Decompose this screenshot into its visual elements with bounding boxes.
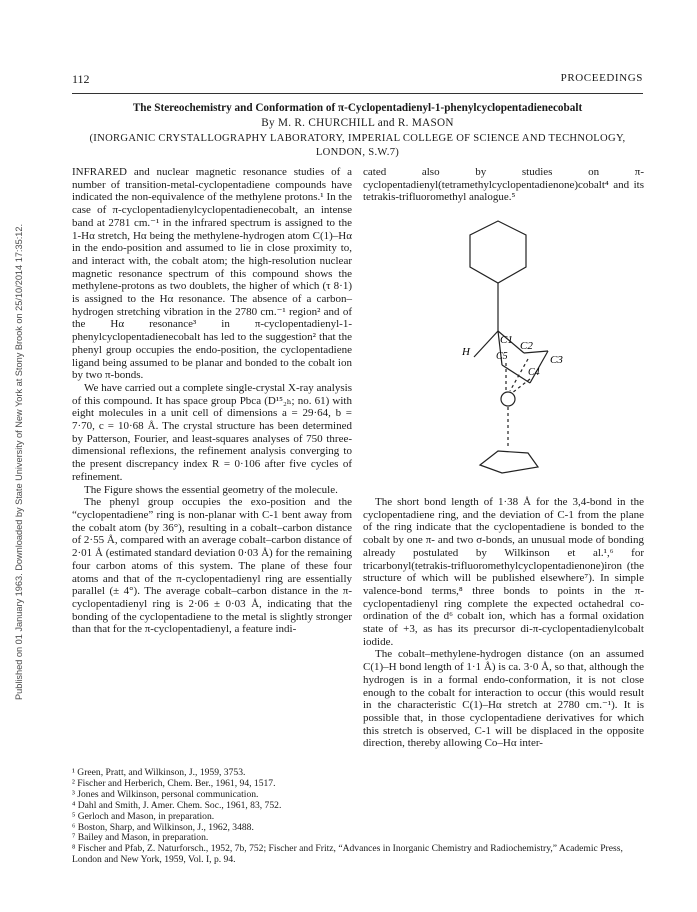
phenyl-ring <box>470 221 526 283</box>
paragraph: cated also by studies on π-cyclopentadienyl(tetramethylcyclopentadienone)cobalt⁴ and its tetrakis-trifluoromethyl analogue.⁵ <box>363 166 644 204</box>
atom-label-c2: C2 <box>520 340 533 352</box>
affiliation-line-2: LONDON, S.W.7) <box>315 146 400 158</box>
atom-label-h: H <box>462 346 470 358</box>
article-title: The Stereochemistry and Conformation of π-Cyclopentadienyl-1-phenylcyclopentadienecobalt <box>132 102 583 114</box>
header-rule <box>72 93 643 94</box>
paragraph: The short bond length of 1·38 Å for the 3,4-bond in the cyclopentadiene ring, and the deviation of C-1 from the plane of the ring indicate that the cyclopentadiene is bonded to the cobalt by one π- and two σ-bonds, an unusual mode of bonding already postulated by Wilkinson et al.¹,⁶ for tricarbonyl(tetrakis-trifluoromethylcyclopentadienone)iron (the structure of which will be published elsewhere⁷). In simple valence-bond terms,⁸ three bonds to points in the π-cyclopentadienyl ring complete the expected octahedral co-ordination of the d⁶ cobalt ion, which has a formal oxidation state of +3, as has its precursor di-π-cyclopentadienylcobalt iodide. <box>363 496 644 648</box>
atom-label-c1: C1 <box>500 334 513 346</box>
affiliation-line-1: (INORGANIC CRYSTALLOGRAPHY LABORATORY, IMPERIAL COLLEGE OF SCIENCE AND TECHNOLOGY, <box>89 133 626 144</box>
reference-item: ⁸ Fischer and Pfab, Z. Naturforsch., 1952, 7b, 752; Fischer and Fritz, “Advances in Inorganic Chemistry and Radiochemistry,” Academic Press, London and New York, 1959, Vol. I, p. 94. <box>72 843 623 866</box>
reference-item: ³ Jones and Wilkinson, personal communication. <box>72 788 259 800</box>
molecule-diagram <box>440 213 620 483</box>
reference-item: ⁵ Gerloch and Mason, in preparation. <box>72 810 215 822</box>
atom-label-c3: C3 <box>550 354 563 366</box>
watermark-text: Published on 01 January 1963. Downloaded by State University of New York at Stony Brook on 25/10/2014 17:35:12. <box>14 223 24 700</box>
reference-item: ⁴ Dahl and Smith, J. Amer. Chem. Soc., 1961, 83, 752. <box>72 799 282 811</box>
reference-item: ⁶ Boston, Sharp, and Wilkinson, J., 1962, 3488. <box>72 821 254 833</box>
atom-label-c4: C4 <box>528 367 540 378</box>
cyclopentadienyl-ring <box>480 451 538 473</box>
article-authors: By M. R. CHURCHILL and R. MASON <box>261 117 454 129</box>
paragraph: The phenyl group occupies the exo-position and the “cyclopentadiene” ring is non-planar with C-1 bent away from the cobalt atom (by 36°), resulting in a cobalt–carbon distance of 2·55 Å, compared with an average cobalt–carbon distance of 2·01 Å (estimated standard deviation 0·03 Å) for the remaining four carbon atoms of this system. The plane of these four atoms and that of the π-cyclopentadienyl ring are essentially parallel (± 4°). The average cobalt–carbon distance in the π-cyclopentadienyl ring is 2·06 ± 0·03 Å, indicating that the bonding of the cyclopentadiene to the metal is slightly stronger than that for the π-cyclopentadienyl, a feature indi- <box>72 496 352 636</box>
atom-label-c5: C5 <box>496 351 508 362</box>
running-title: PROCEEDINGS <box>560 72 643 84</box>
paragraph: We have carried out a complete single-crystal X-ray analysis of this compound. It has space group Pbca (D¹⁵₂ₕ; no. 61) with eight molecules in a unit cell of dimensions a = 29·64, b = 7·70, c = 10·68 Å. The crystal structure has been determined by Patterson, Fourier, and least-squares analyses of 750 three-dimensional reflexions, the refinement analysis converging to the present discrepancy index R = 0·106 after five cycles of refinement. <box>72 381 352 483</box>
paragraph: The cobalt–methylene-hydrogen distance (on an assumed C(1)–H bond length of 1·1 Å) is ca. 3·0 Å, so that, although the hydrogen is in a formal endo-conformation, it is not close enough to the cobalt for interaction to occur (this would result in the characteristic C(1)–Hα stretch at 2780 cm.⁻¹). It is possible that, in those cyclopentadiene derivatives for which this stretch is observed, C-1 will be displaced in the opposite direction, thereby allowing Co–Hα inter- <box>363 648 644 750</box>
reference-item: ¹ Green, Pratt, and Wilkinson, J., 1959, 3753. <box>72 767 246 778</box>
download-watermark <box>14 60 28 700</box>
right-column-bottom <box>363 496 644 750</box>
reference-item: ⁷ Bailey and Mason, in preparation. <box>72 832 209 844</box>
c1-h-bond <box>474 331 498 357</box>
paragraph: INFRARED and nuclear magnetic resonance studies of a number of transition-metal-cyclopentadiene compounds have indicated the non-equivalence of the methylene protons.¹ In the case of π-cyclopentadienylcyclopentadienecobalt, an intense band at 2781 cm.⁻¹ in the infrared spectrum is assigned to the 1-Hα stretch, Hα being the methylene-hydrogen atom C(1)–Hα in the endo-position and assumed to lie in close proximity to, and interact with, the cobalt atom; the high-resolution nuclear magnetic resonance spectrum of this compound shows the methylene-protons as two doublets, the higher of which (τ 8·1) is assigned to the Hα resonance. The absence of a carbon–hydrogen stretching vibration in the 2780 cm.⁻¹ region² and of the Hα resonance³ in π-cyclopentadienyl-1-phenylcyclopentadienecobalt has led to the suggestion² that the phenyl group occupies the endo-position, the cyclopentadiene ligand being assumed to be planar and bonded to the cobalt ion by two π-bonds. <box>72 166 352 382</box>
co-bond <box>510 359 528 391</box>
paragraph: The Figure shows the essential geometry of the molecule. <box>84 483 338 496</box>
reference-item: ² Fischer and Herberich, Chem. Ber., 1961, 94, 1517. <box>72 777 276 789</box>
article-affiliation <box>72 132 643 159</box>
right-column-top <box>363 166 644 204</box>
cobalt-atom <box>501 392 515 406</box>
molecule-figure <box>440 213 620 483</box>
left-column <box>72 166 352 636</box>
page-number: 112 <box>72 72 90 86</box>
references <box>72 768 643 866</box>
